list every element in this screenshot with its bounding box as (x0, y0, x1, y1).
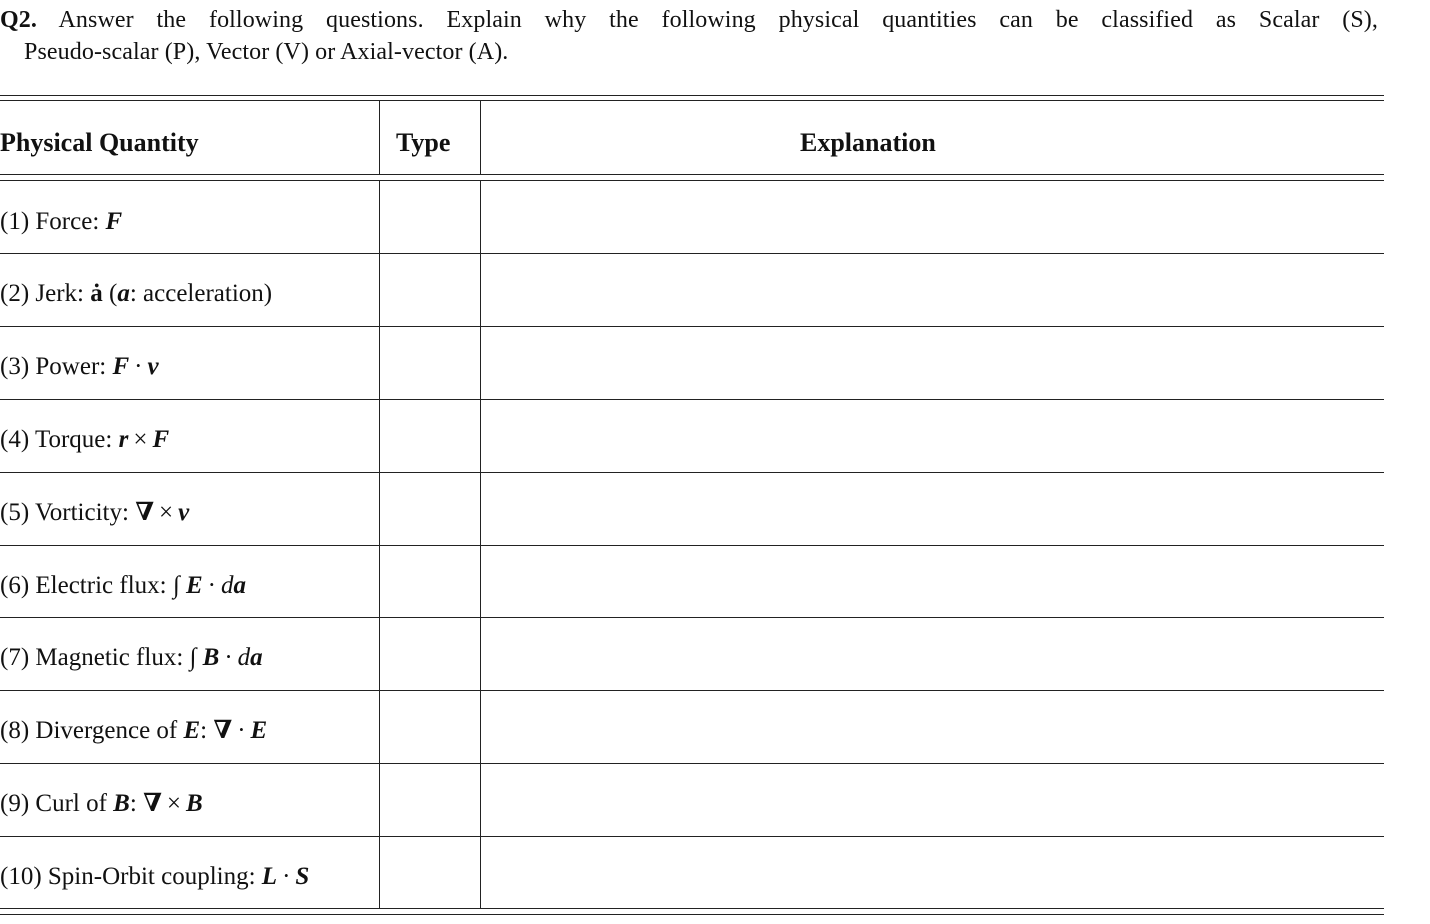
row-4-quantity (0, 425, 169, 455)
row-5-math-v: v (178, 499, 190, 526)
column-divider (379, 181, 380, 908)
row-6-math-d: d (220, 572, 234, 599)
row-5-math-times: × (159, 499, 174, 526)
row-separator (0, 690, 1384, 691)
row-2-math-adot: ȧ (90, 280, 103, 307)
row-5-quantity (0, 498, 189, 528)
row-8-math-nabla: ∇ (213, 717, 233, 744)
row-separator (0, 326, 1384, 327)
row-separator (0, 836, 1384, 837)
row-4-math-F: F (152, 426, 170, 453)
header-bottom-rule-1 (0, 174, 1384, 175)
question-line-1 (0, 4, 1378, 36)
row-10-quantity (0, 862, 309, 892)
row-6-math-dot: · (207, 572, 216, 599)
row-2-quantity (0, 279, 272, 309)
row-1-label: (1) Force: (0, 208, 100, 235)
row-9-math-times: × (166, 790, 181, 817)
question-line-2: Pseudo-scalar (P), Vector (V) or Axial-vector (A). (24, 39, 509, 65)
table-bottom-rule-2 (0, 914, 1384, 915)
column-divider (379, 101, 380, 174)
header-physical-quantity: Physical Quantity (0, 128, 199, 157)
row-6-quantity (0, 571, 246, 601)
row-separator (0, 545, 1384, 546)
column-divider (480, 181, 481, 908)
row-3-label: (3) Power: (0, 353, 107, 380)
table-top-rule-1 (0, 95, 1384, 96)
row-6-label: (6) Electric flux: (0, 572, 167, 599)
row-6-math-a: a (233, 572, 246, 599)
row-7-math-d: d (237, 644, 251, 671)
row-9-quantity (0, 789, 203, 819)
row-8-colon: : (200, 717, 208, 744)
row-7-label: (7) Magnetic flux: (0, 644, 184, 671)
row-2-rest: : acceleration) (129, 280, 273, 307)
row-6-math-int: ∫ (172, 572, 180, 599)
row-7-math-dot: · (224, 644, 233, 671)
row-3-quantity (0, 352, 159, 382)
row-7-math-a: a (250, 644, 263, 671)
row-9-colon: : (129, 790, 137, 817)
question-label: Q2. (0, 7, 37, 33)
row-9-label: (9) Curl of (0, 790, 107, 817)
row-5-label: (5) Vorticity: (0, 499, 129, 526)
row-3-math-v: v (147, 353, 159, 380)
row-9-math-B1: B (113, 790, 130, 817)
row-2-label: (2) Jerk: (0, 280, 84, 307)
row-7-math-B: B (202, 644, 220, 671)
row-8-math-E1: E (183, 717, 201, 744)
row-9-math-nabla: ∇ (143, 790, 162, 817)
table-top-rule-2 (0, 100, 1384, 101)
row-separator (0, 617, 1384, 618)
row-7-quantity (0, 643, 263, 673)
row-10-math-dot: · (282, 863, 291, 890)
row-9-math-B2: B (186, 790, 203, 817)
column-divider (480, 101, 481, 174)
row-1-quantity (0, 207, 122, 237)
row-separator (0, 253, 1384, 254)
row-3-math-F: F (112, 353, 130, 380)
row-7-math-int: ∫ (189, 644, 197, 671)
row-3-math-dot: · (134, 353, 143, 380)
row-8-label: (8) Divergence of (0, 717, 178, 744)
row-10-math-L: L (261, 863, 278, 890)
row-8-math-E2: E (250, 717, 268, 744)
row-1-math: F (105, 208, 123, 235)
row-6-math-E: E (185, 572, 203, 599)
row-4-label: (4) Torque: (0, 426, 113, 453)
row-4-math-r: r (118, 426, 129, 453)
row-separator (0, 472, 1384, 473)
row-2-paren: ( (109, 280, 118, 307)
row-8-math-dot: · (237, 717, 246, 744)
row-10-math-S: S (295, 863, 310, 890)
table-bottom-rule-1 (0, 908, 1384, 909)
row-4-math-times: × (133, 426, 148, 453)
row-8-quantity (0, 716, 267, 746)
question-text (0, 4, 1378, 68)
question-line-1-text: Answer the following questions. Explain why the following physical quantities can be classified as Scalar (S), (58, 7, 1378, 33)
row-5-math-nabla: ∇ (135, 499, 155, 526)
header-type: Type (396, 128, 451, 157)
row-10-label: (10) Spin-Orbit coupling: (0, 863, 256, 890)
header-explanation: Explanation (800, 128, 936, 157)
row-separator (0, 763, 1384, 764)
row-separator (0, 399, 1384, 400)
row-2-math-a: a (117, 280, 130, 307)
header-bottom-rule-2 (0, 180, 1384, 181)
